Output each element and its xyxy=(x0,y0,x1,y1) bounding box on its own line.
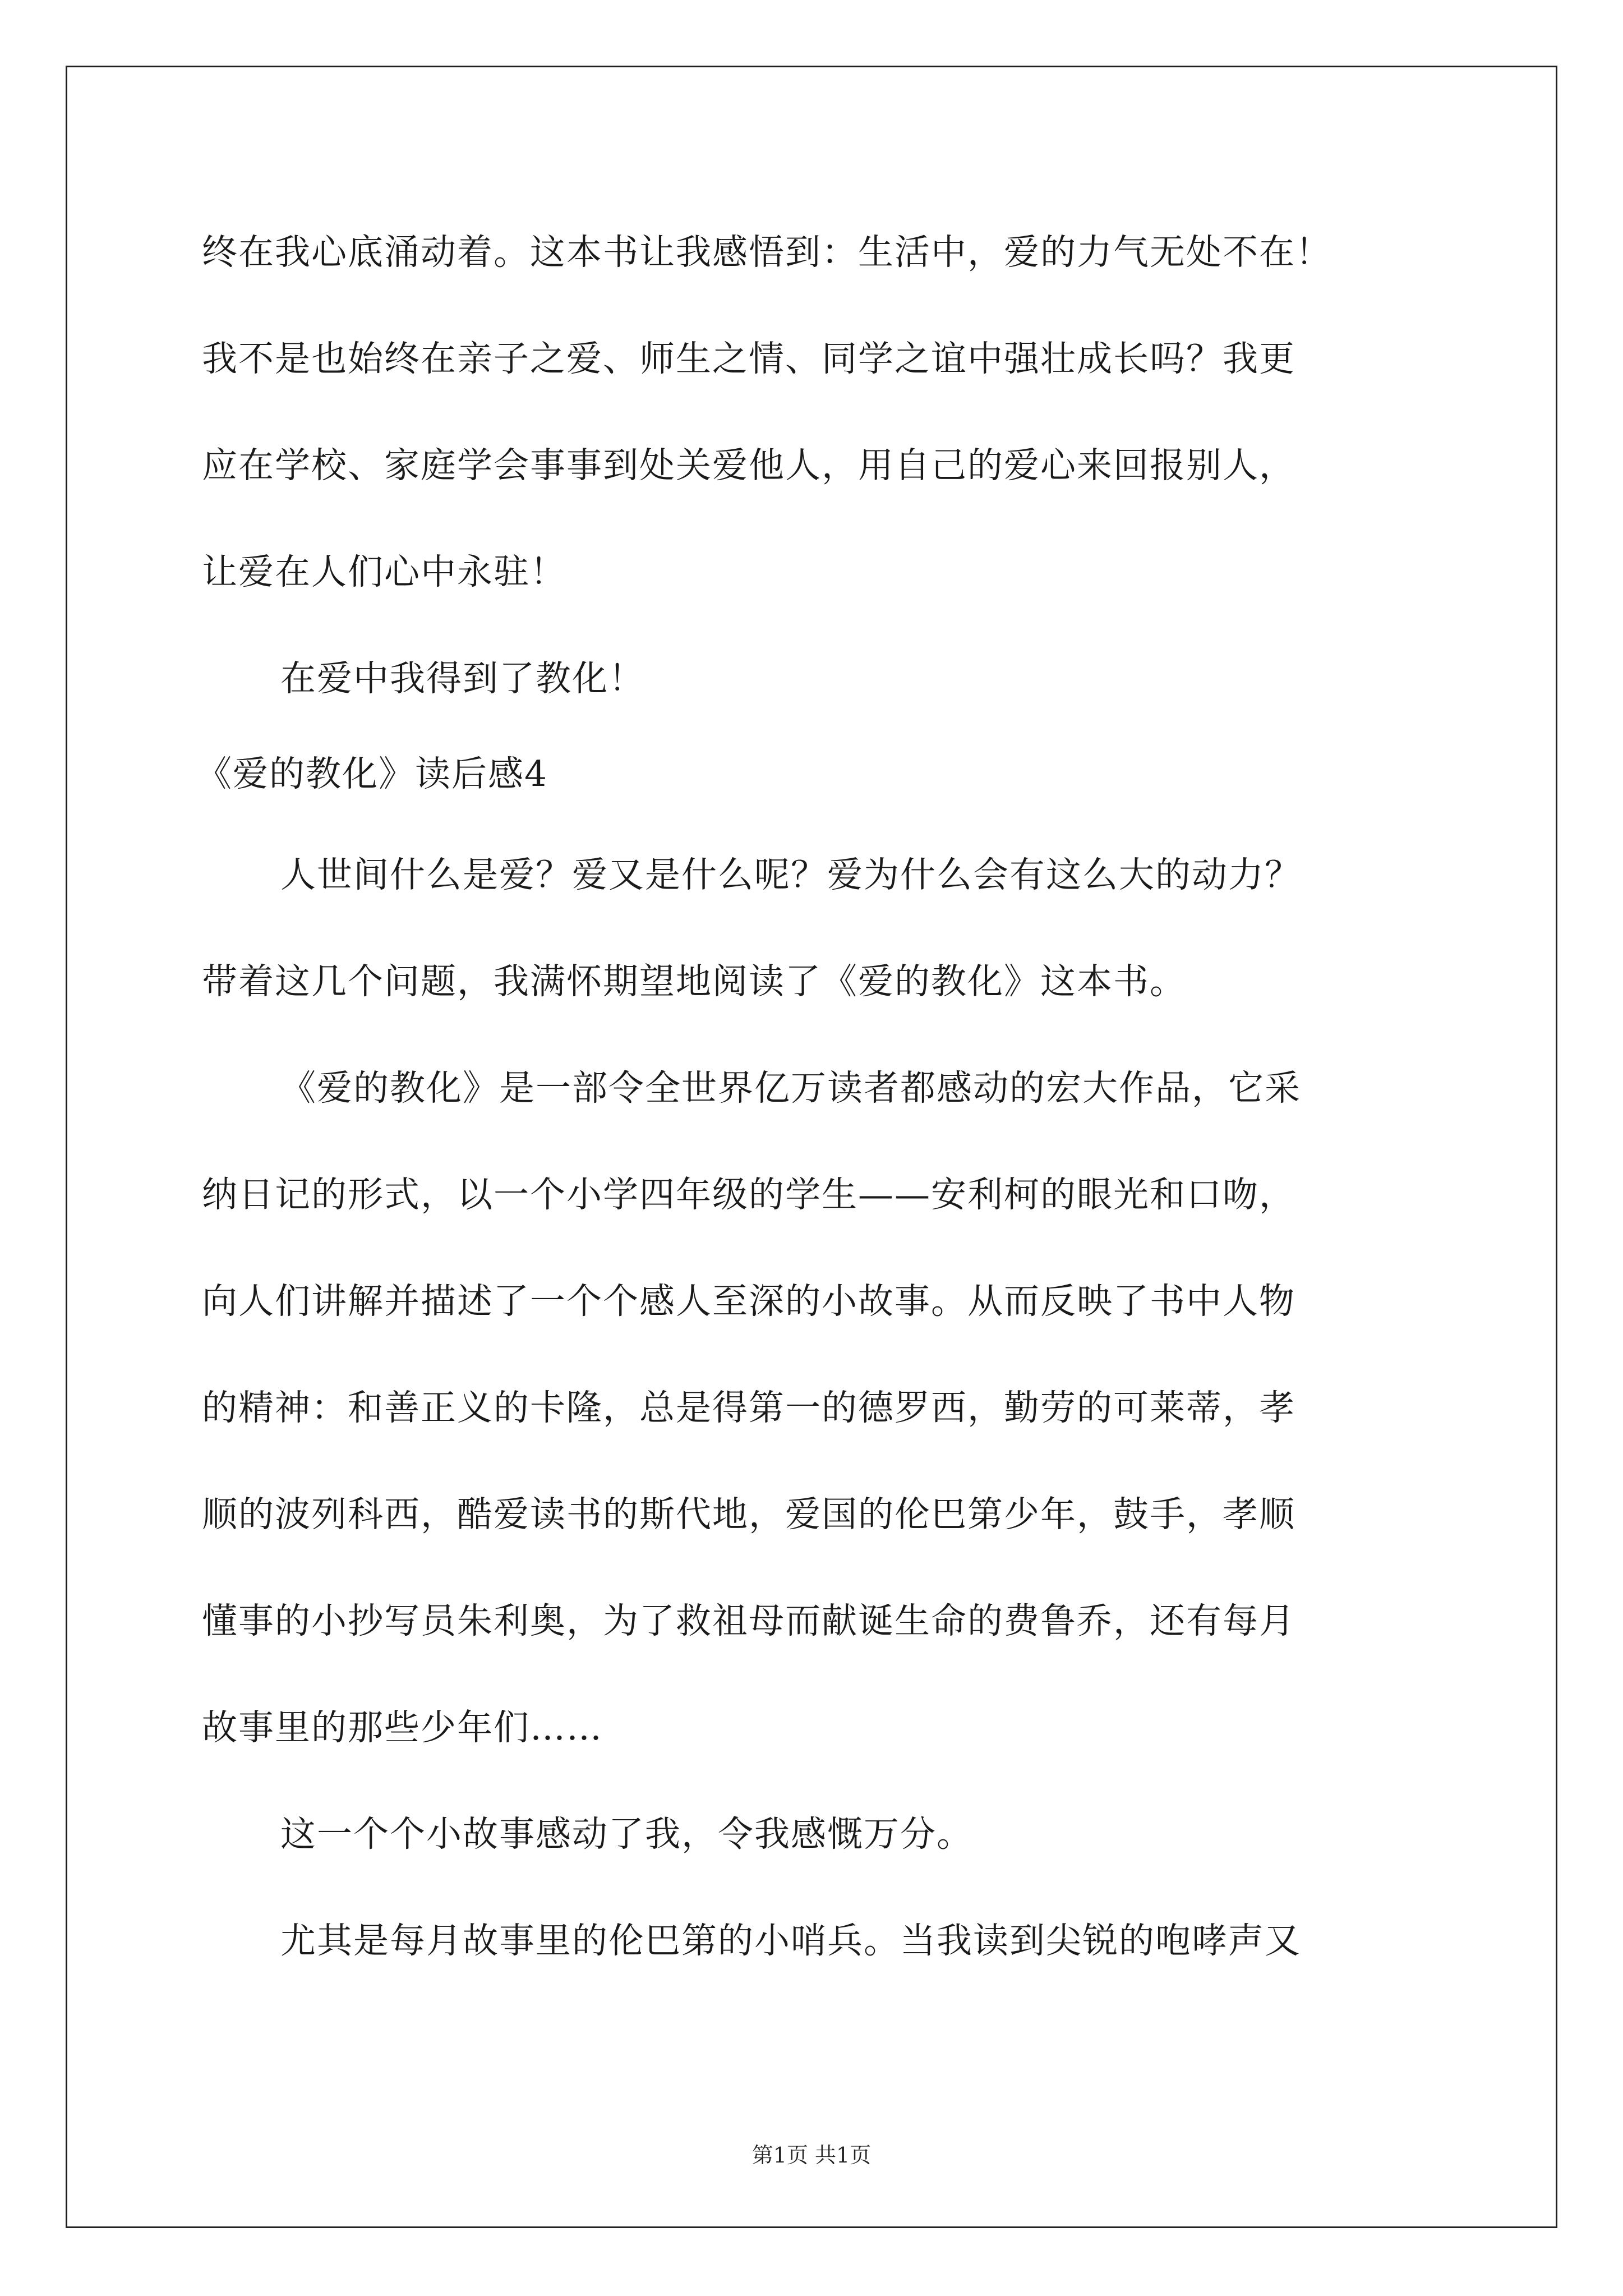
page-footer: 第1页 共1页 xyxy=(751,2143,872,2168)
text-line: 终在我心底涌动着。这本书让我感悟到：生活中，爱的力气无处不在！ xyxy=(202,232,1332,273)
paragraph-line: 尤其是每月故事里的伦巴第的小哨兵。当我读到尖锐的咆哮声又 xyxy=(280,1920,1301,1961)
paragraph-line: 这一个个小故事感动了我，令我感慨万分。 xyxy=(280,1814,973,1855)
text-line: 懂事的小抄写员朱利奥，为了救祖母而献诞生命的费鲁乔，还有每月 xyxy=(202,1600,1295,1641)
text-line: 让爱在人们心中永驻！ xyxy=(202,551,566,592)
text-line: 纳日记的形式，以一个小学四年级的学生——安利柯的眼光和口吻， xyxy=(202,1174,1295,1215)
text-line: 我不是也始终在亲子之爱、师生之情、同学之谊中强壮成长吗？我更 xyxy=(202,338,1295,379)
page-border xyxy=(66,66,1557,2228)
paragraph-line: 《爱的教化》是一部令全世界亿万读者都感动的宏大作品，它采 xyxy=(280,1068,1301,1108)
text-line: 顺的波列科西，酷爱读书的斯代地，爱国的伦巴第少年，鼓手，孝顺 xyxy=(202,1494,1295,1535)
text-line: 向人们讲解并描述了一个个感人至深的小故事。从而反映了书中人物 xyxy=(202,1281,1295,1322)
text-line: 带着这几个问题，我满怀期望地阅读了《爱的教化》这本书。 xyxy=(202,961,1186,1002)
paragraph-line: 人世间什么是爱？爱又是什么呢？爱为什么会有这么大的动力？ xyxy=(280,854,1301,895)
text-line: 应在学校、家庭学会事事到处关爱他人，用自己的爱心来回报别人， xyxy=(202,445,1295,486)
paragraph-line: 在爱中我得到了教化！ xyxy=(280,658,645,699)
text-line: 故事里的那些少年们…… xyxy=(202,1707,603,1748)
section-heading: 《爱的教化》读后感4 xyxy=(196,753,548,794)
text-line: 的精神：和善正义的卡隆，总是得第一的德罗西，勤劳的可莱蒂，孝 xyxy=(202,1387,1295,1428)
